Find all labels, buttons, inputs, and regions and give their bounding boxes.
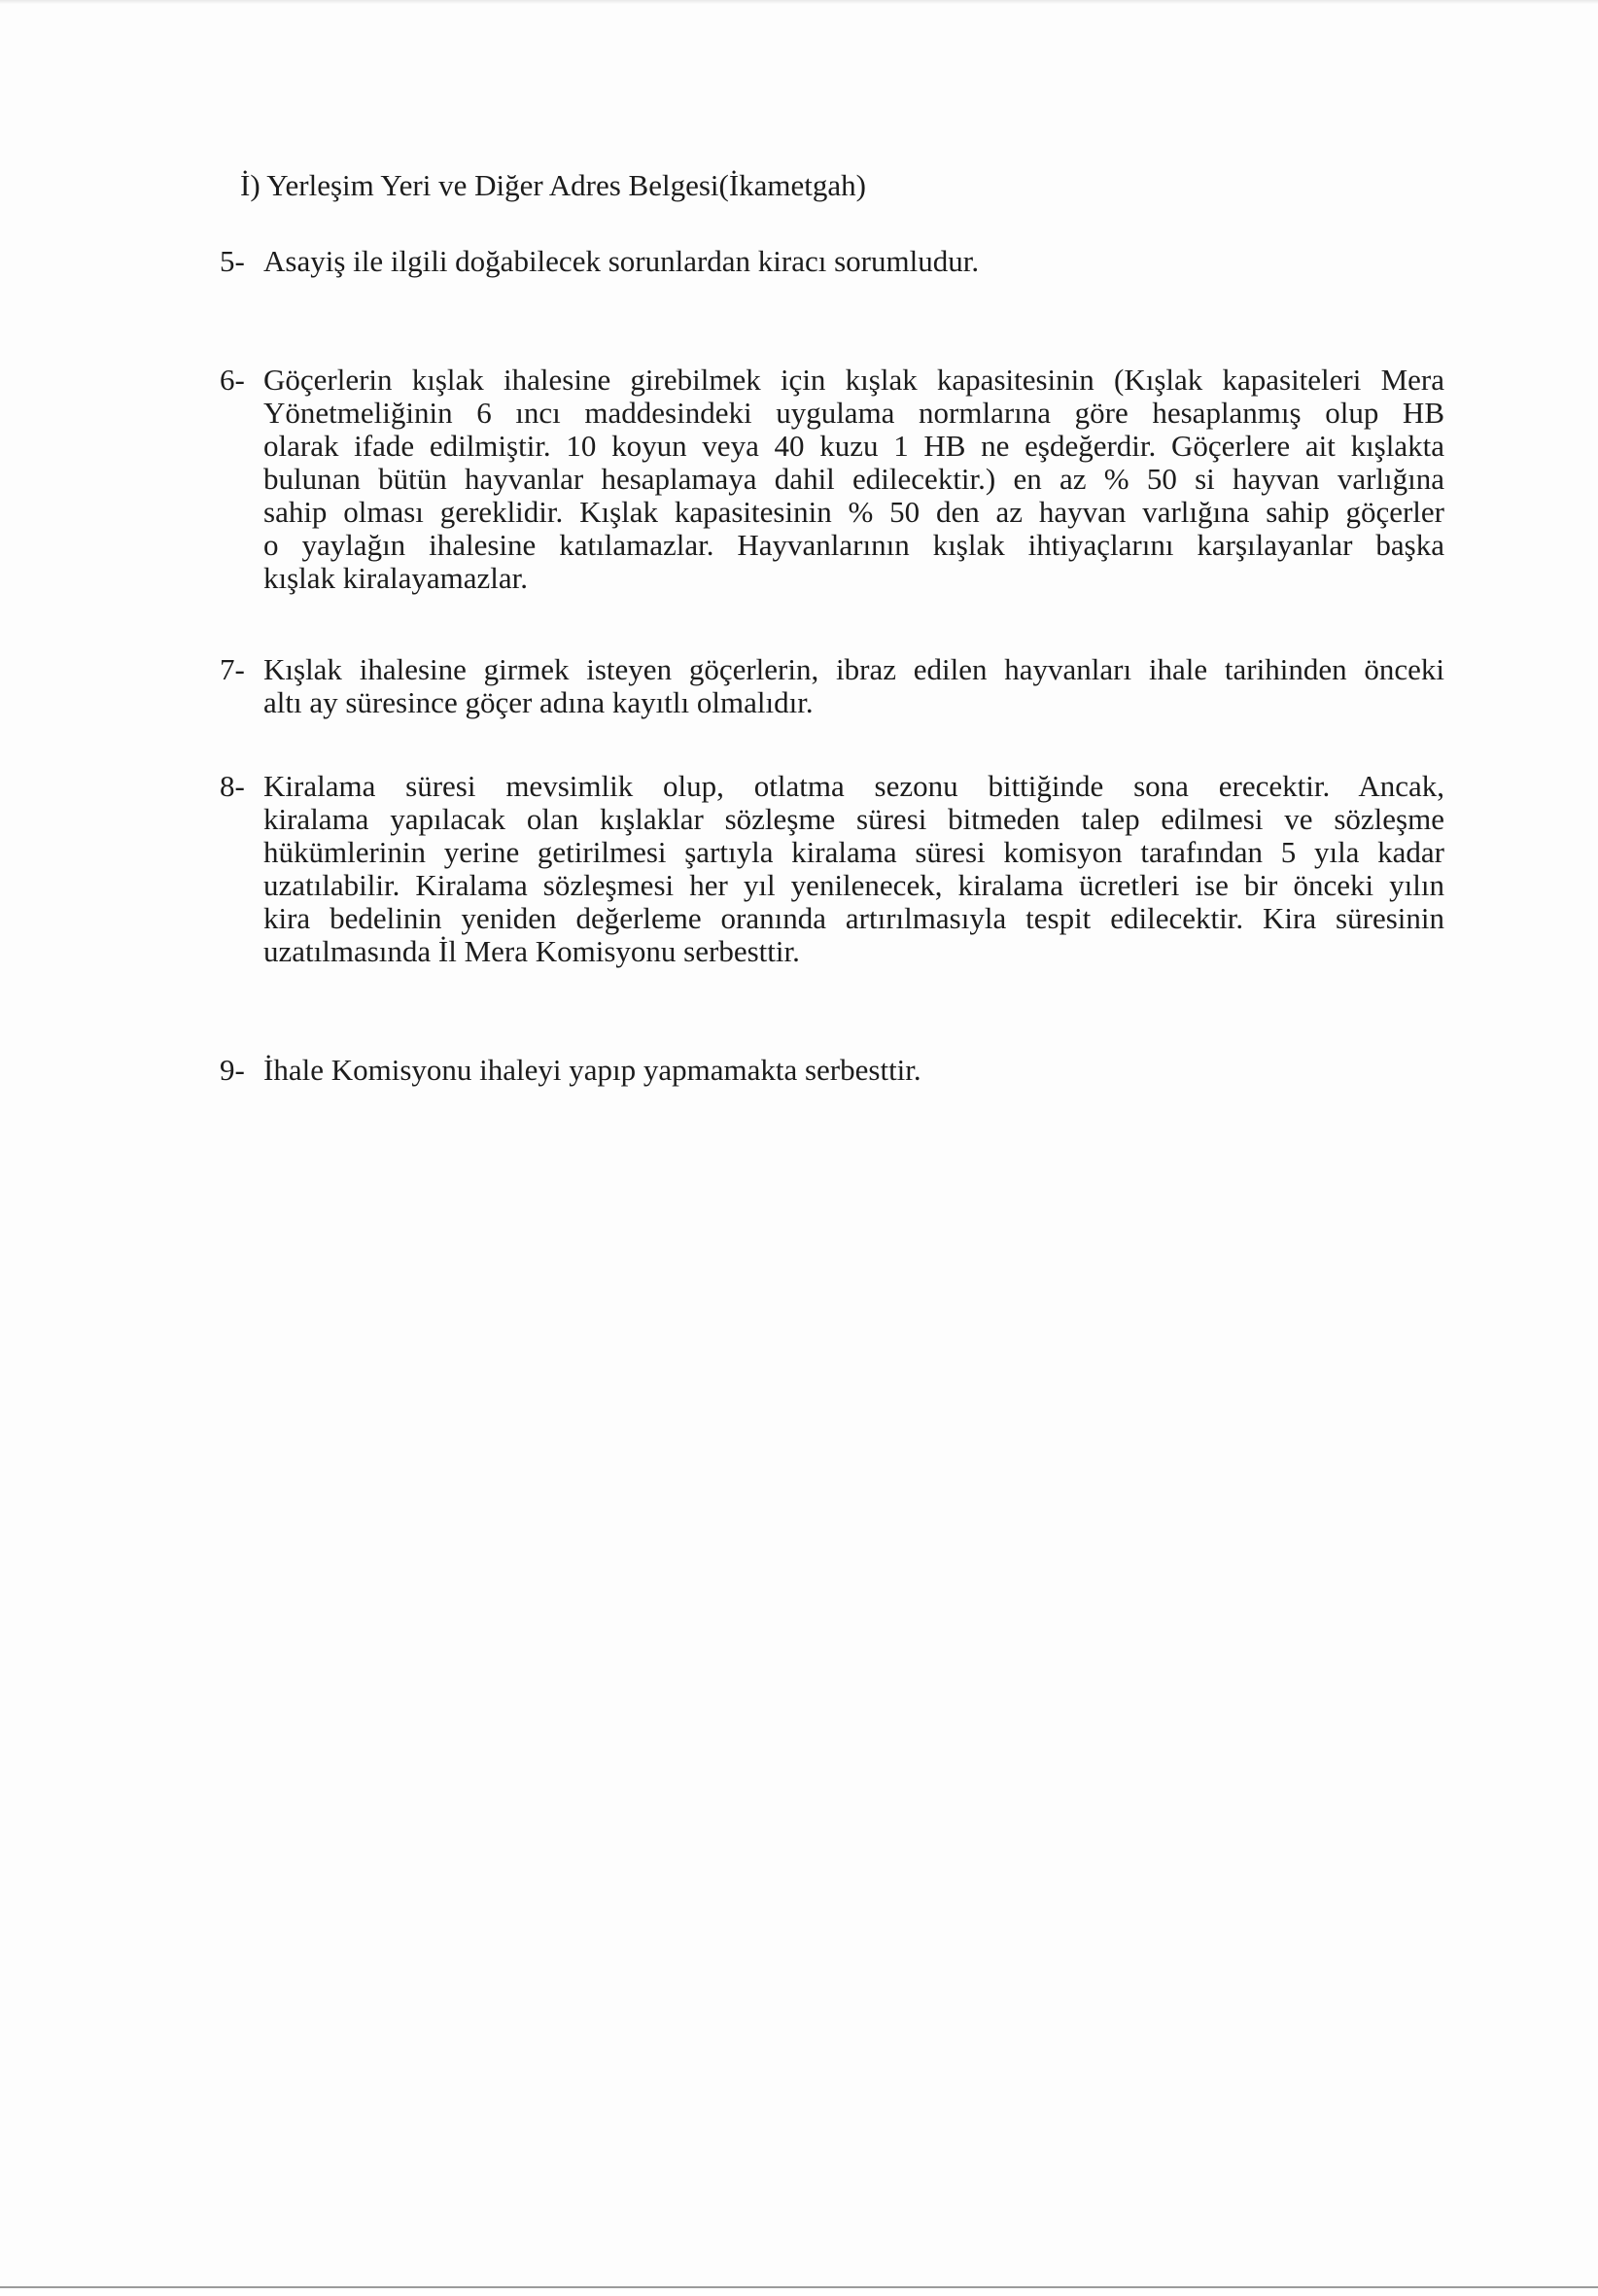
item-6-line: Göçerlerin kışlak ihalesine girebilmek için kışlak kapasitesinin (Kışlak kapasiteleri Mera bbox=[263, 363, 1444, 397]
item-8-line: Kiralama süresi mevsimlik olup, otlatma sezonu bittiğinde sona erecektir. Ancak, bbox=[263, 769, 1444, 803]
item-7-line: altı ay süresince göçer adına kayıtlı olmalıdır. bbox=[263, 685, 814, 719]
item-6-line: bulunan bütün hayvanlar hesaplamaya dahil edilecektir.) en az % 50 si hayvan varlığına bbox=[263, 462, 1444, 496]
scan-top-edge bbox=[0, 0, 1598, 4]
item-8-line: hükümlerinin yerine getirilmesi şartıyla kiralama süresi komisyon tarafından 5 yıla kadar bbox=[263, 835, 1444, 869]
item-6-line: kışlak kiralayamazlar. bbox=[263, 561, 528, 595]
item-7-line: Kışlak ihalesine girmek isteyen göçerlerin, ibraz edilen hayvanları ihale tarihinden önceki bbox=[263, 652, 1444, 686]
scan-bottom-margin bbox=[0, 2288, 1598, 2296]
item-8-line: kira bedelinin yeniden değerleme oranında artırılmasıyla tespit edilecektir. Kira süresinin bbox=[263, 901, 1444, 935]
item-6-number: 6- bbox=[220, 363, 245, 397]
item-i-text: İ) Yerleşim Yeri ve Diğer Adres Belgesi(İkametgah) bbox=[240, 168, 866, 202]
item-5-line: Asayiş ile ilgili doğabilecek sorunlardan kiracı sorumludur. bbox=[263, 244, 980, 278]
item-6-line: o yaylağın ihalesine katılamazlar. Hayvanlarının kışlak ihtiyaçlarını karşılayanlar başka bbox=[263, 528, 1444, 562]
item-8-line: uzatılmasında İl Mera Komisyonu serbesttir. bbox=[263, 934, 800, 968]
item-9-number: 9- bbox=[220, 1053, 245, 1087]
item-9-line: İhale Komisyonu ihaleyi yapıp yapmamakta serbesttir. bbox=[263, 1053, 921, 1087]
item-6-line: olarak ifade edilmiştir. 10 koyun veya 40 kuzu 1 HB ne eşdeğerdir. Göçerlere ait kışlakta bbox=[263, 429, 1444, 463]
item-7-number: 7- bbox=[220, 652, 245, 686]
item-5-number: 5- bbox=[220, 244, 245, 278]
item-8-number: 8- bbox=[220, 769, 245, 803]
item-6-line: sahip olması gereklidir. Kışlak kapasitesinin % 50 den az hayvan varlığına sahip göçerler bbox=[263, 495, 1444, 529]
item-8-line: kiralama yapılacak olan kışlaklar sözleşme süresi bitmeden talep edilmesi ve sözleşme bbox=[263, 802, 1444, 836]
item-6-line: Yönetmeliğinin 6 ıncı maddesindeki uygulama normlarına göre hesaplanmış olup HB bbox=[263, 396, 1444, 430]
item-8-line: uzatılabilir. Kiralama sözleşmesi her yıl yenilenecek, kiralama ücretleri ise bir önceki yılın bbox=[263, 868, 1444, 902]
